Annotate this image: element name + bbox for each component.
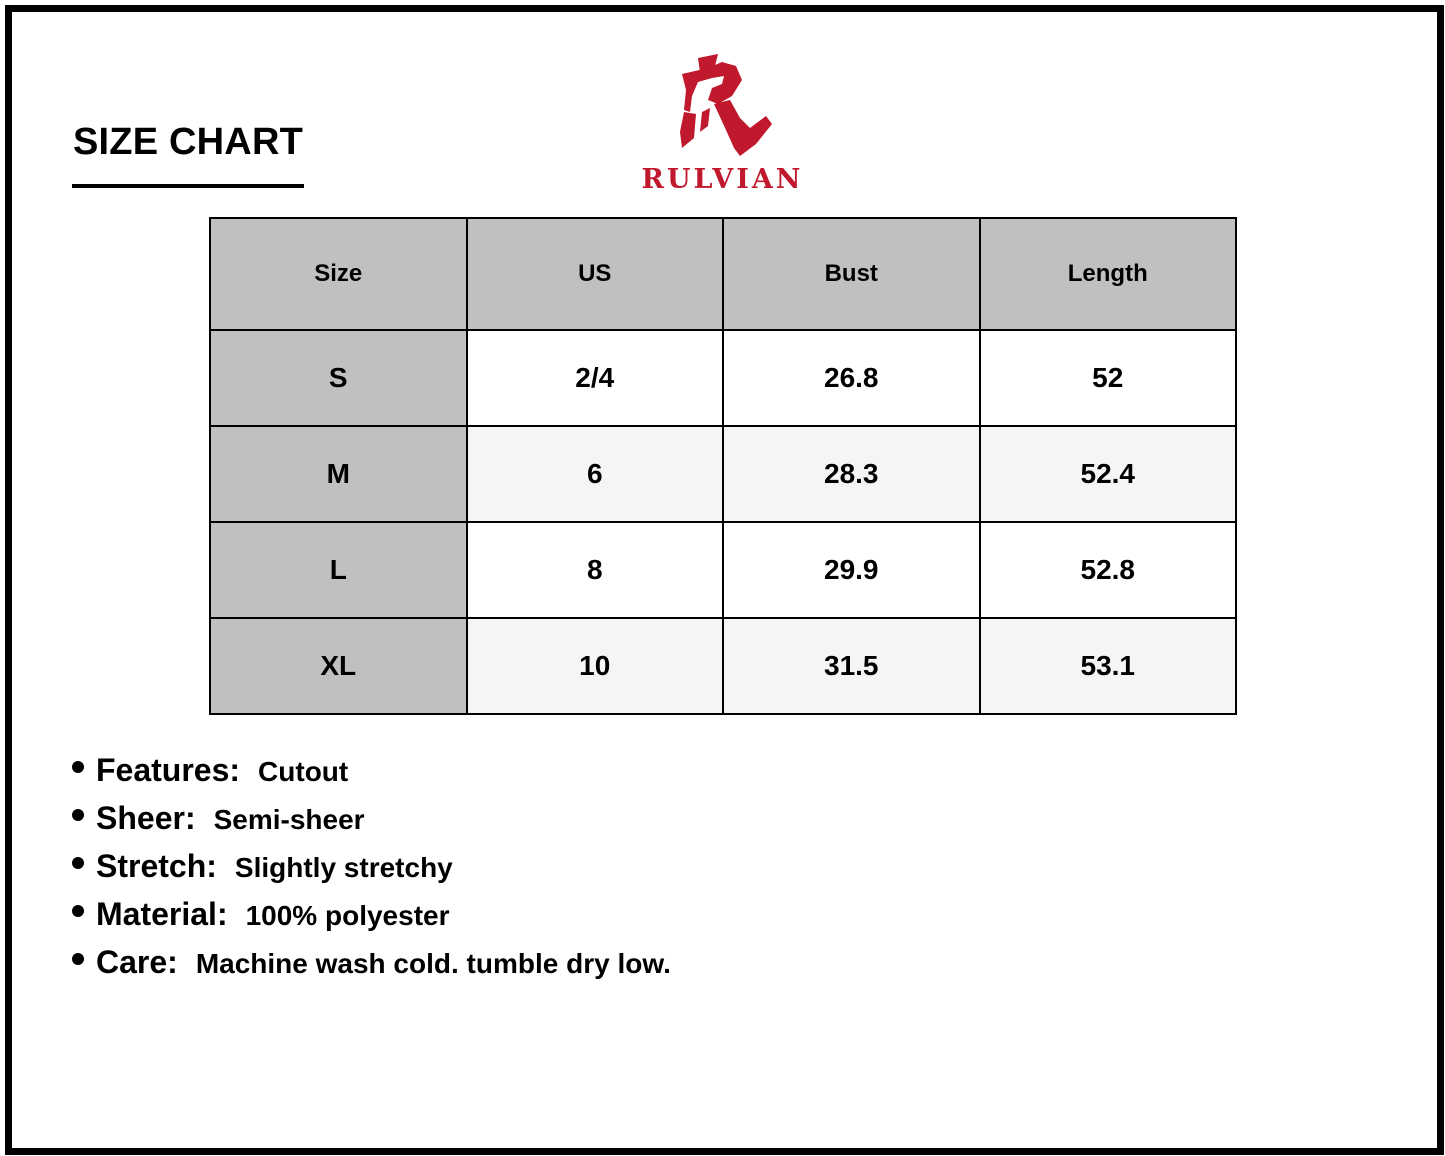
feature-label: Material:	[96, 896, 228, 932]
bust-cell: 26.8	[723, 330, 980, 426]
feature-value: Cutout	[258, 756, 349, 787]
bullet-icon	[72, 761, 84, 773]
bullet-icon	[72, 809, 84, 821]
us-cell: 10	[467, 618, 724, 714]
table-row	[210, 522, 1236, 618]
table-row	[210, 618, 1236, 714]
list-item-care	[72, 944, 671, 992]
bust-cell: 29.9	[723, 522, 980, 618]
us-cell: 8	[467, 522, 724, 618]
us-cell: 6	[467, 426, 724, 522]
brand-name: RULVIAN	[641, 164, 804, 195]
list-item-features	[72, 752, 671, 800]
table-header-row	[210, 218, 1236, 330]
feature-value: Semi-sheer	[213, 804, 365, 835]
table-row	[210, 426, 1236, 522]
size-cell: M	[210, 426, 467, 522]
size-cell: L	[210, 522, 467, 618]
length-cell: 53.1	[980, 618, 1237, 714]
feature-label: Features:	[96, 752, 241, 788]
feature-value: Machine wash cold. tumble dry low.	[195, 948, 671, 979]
size-cell: S	[210, 330, 467, 426]
feature-value: Slightly stretchy	[234, 852, 453, 883]
size-cell: XL	[210, 618, 467, 714]
column-header-length: Length	[980, 218, 1237, 330]
bullet-icon	[72, 905, 84, 917]
table-row	[210, 330, 1236, 426]
list-item-sheer	[72, 800, 671, 848]
column-header-size: Size	[210, 218, 467, 330]
bullet-icon	[72, 857, 84, 869]
title-underline	[72, 184, 304, 188]
bust-cell: 31.5	[723, 618, 980, 714]
feature-list	[72, 752, 671, 992]
bust-cell: 28.3	[723, 426, 980, 522]
list-item-material	[72, 896, 671, 944]
column-header-us: US	[467, 218, 724, 330]
list-item-stretch	[72, 848, 671, 896]
feature-label: Stretch:	[96, 848, 217, 884]
bullet-icon	[72, 953, 84, 965]
feature-label: Care:	[96, 944, 178, 980]
length-cell: 52.4	[980, 426, 1237, 522]
brand-r-icon	[678, 52, 774, 162]
page-title: SIZE CHART	[73, 121, 303, 163]
length-cell: 52.8	[980, 522, 1237, 618]
feature-value: 100% polyester	[245, 900, 450, 931]
length-cell: 52	[980, 330, 1237, 426]
brand-logo	[620, 50, 825, 200]
size-table	[209, 217, 1237, 715]
feature-label: Sheer:	[96, 800, 196, 836]
us-cell: 2/4	[467, 330, 724, 426]
column-header-bust: Bust	[723, 218, 980, 330]
